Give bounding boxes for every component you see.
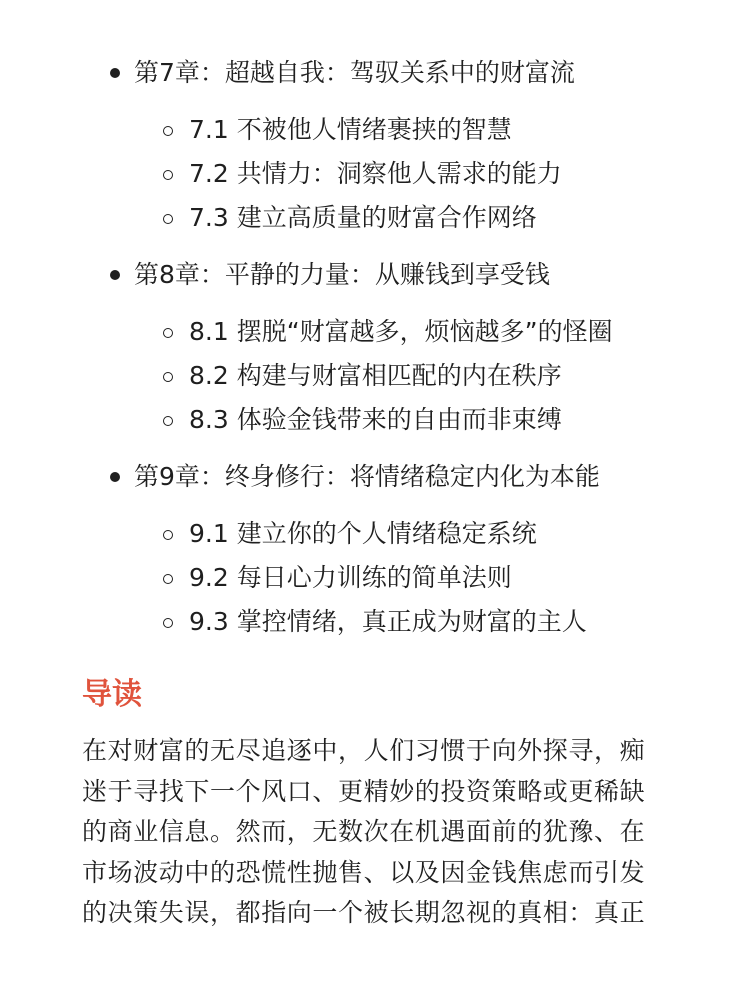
toc-section <box>0 602 750 646</box>
section-title: 8.2 构建与财富相匹配的内在秩序 <box>189 361 562 390</box>
bullet-circle-icon <box>163 372 173 382</box>
section-title: 8.1 摆脱“财富越多，烦恼越多”的怪圈 <box>189 317 613 346</box>
bullet-dot-icon <box>110 270 120 280</box>
section-title: 9.3 掌控情绪，真正成为财富的主人 <box>189 607 587 636</box>
section-title: 7.3 建立高质量的财富合作网络 <box>189 203 537 232</box>
toc-section <box>0 558 750 602</box>
chapter-title: 第8章：平静的力量：从赚钱到享受钱 <box>134 260 550 289</box>
section-title: 9.2 每日心力训练的简单法则 <box>189 563 512 592</box>
bullet-circle-icon <box>163 214 173 224</box>
chapter-title: 第7章：超越自我：驾驭关系中的财富流 <box>134 58 575 87</box>
bullet-circle-icon <box>163 328 173 338</box>
toc-section <box>0 400 750 444</box>
toc-section <box>0 154 750 198</box>
section-list <box>0 110 750 242</box>
toc-section <box>0 110 750 154</box>
bullet-dot-icon <box>110 472 120 482</box>
section-list <box>0 312 750 444</box>
section-title: 8.3 体验金钱带来的自由而非束缚 <box>189 405 562 434</box>
paragraph-line: 的决策失误，都指向一个被长期忽视的真相：真正 <box>82 898 646 927</box>
section-title: 7.1 不被他人情绪裹挟的智慧 <box>189 115 512 144</box>
toc-section <box>0 356 750 400</box>
bullet-circle-icon <box>163 126 173 136</box>
toc-chapter <box>0 458 750 496</box>
bullet-circle-icon <box>163 574 173 584</box>
paragraph-line: 在对财富的无尽追逐中，人们习惯于向外探寻，痴 <box>82 736 646 765</box>
bullet-circle-icon <box>163 416 173 426</box>
toc-chapter <box>0 54 750 92</box>
section-list <box>0 514 750 646</box>
paragraph-line: 市场波动中的恐慌性抛售、以及因金钱焦虑而引发 <box>82 857 646 887</box>
toc-chapter <box>0 256 750 294</box>
toc-section <box>0 312 750 356</box>
bullet-circle-icon <box>163 170 173 180</box>
paragraph-line: 迷于寻找下一个风口、更精妙的投资策略或更稀缺 <box>82 776 646 806</box>
intro-paragraph <box>82 731 682 934</box>
paragraph-line: 的商业信息。然而，无数次在机遇面前的犹豫、在 <box>82 817 646 846</box>
chapter-title: 第9章：终身修行：将情绪稳定内化为本能 <box>134 462 600 491</box>
table-of-contents <box>0 54 750 646</box>
toc-section <box>0 198 750 242</box>
bullet-circle-icon <box>163 618 173 628</box>
intro-heading: 导读 <box>82 677 142 712</box>
section-title: 7.2 共情力：洞察他人需求的能力 <box>189 159 562 188</box>
section-title: 9.1 建立你的个人情绪稳定系统 <box>189 519 537 548</box>
bullet-dot-icon <box>110 68 120 78</box>
bullet-circle-icon <box>163 530 173 540</box>
toc-section <box>0 514 750 558</box>
